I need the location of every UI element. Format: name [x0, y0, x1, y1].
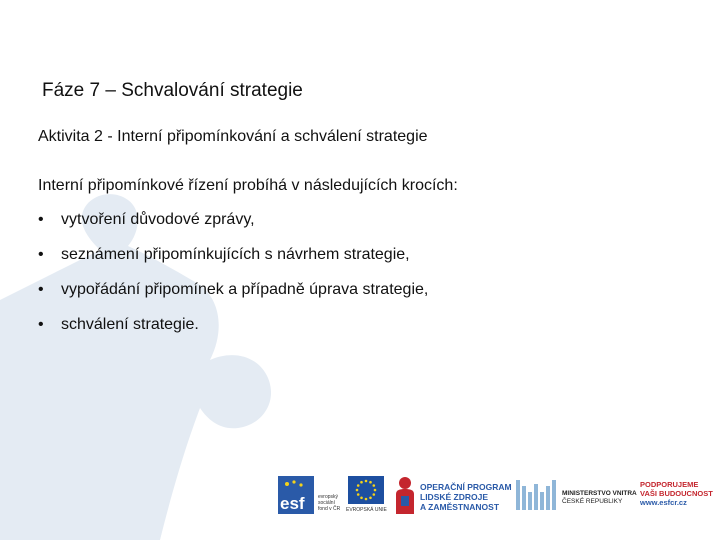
list-item-text: seznámení připomínkujících s návrhem strategie, [61, 246, 410, 263]
podporujeme-line: PODPORUJEME [640, 480, 699, 489]
intro-text: Interní připomínkové řízení probíhá v následujících krocích: [38, 177, 458, 194]
list-item [38, 280, 428, 315]
mvcr-line: ČESKÉ REPUBLIKY [562, 498, 623, 505]
eu-flag-icon [348, 476, 384, 504]
activity-subtitle: Aktivita 2 - Interní připomínkování a schválení strategie [38, 128, 428, 145]
bullet-dot: • [38, 316, 44, 333]
esf-line: sociální [318, 500, 335, 506]
bullet-dot: • [38, 211, 44, 228]
esf-line: fond v ČR [318, 506, 341, 512]
bullet-dot: • [38, 246, 44, 263]
podporujeme-logo [640, 480, 718, 507]
eu-logo [346, 476, 387, 513]
list-item-text: vytvoření důvodové zprávy, [61, 211, 255, 228]
mvcr-line: MINISTERSTVO VNITRA [562, 490, 637, 497]
ministry-emblem-icon [514, 476, 556, 512]
podporujeme-line: VAŠI BUDOUCNOST [640, 489, 713, 498]
list-item [38, 315, 428, 350]
bullet-dot: • [38, 281, 44, 298]
oplzz-line: LIDSKÉ ZDROJE [420, 492, 489, 502]
esfcr-url: www.esfcr.cz [640, 498, 687, 507]
list-item [38, 210, 428, 245]
steps-list [38, 210, 428, 350]
eu-caption: EVROPSKÁ UNIE [346, 507, 387, 513]
esf-line: evropský [318, 494, 339, 500]
oplzz-line: A ZAMĚSTNANOST [420, 502, 500, 512]
page-title: Fáze 7 – Schvalování strategie [42, 80, 303, 101]
list-item-text: vypořádání připomínek a případně úprava strategie, [61, 281, 429, 298]
person-icon [394, 476, 416, 514]
esf-mark-text: esf [280, 494, 305, 513]
esf-mark-icon [278, 476, 314, 514]
list-item-text: schválení strategie. [61, 316, 199, 333]
oplzz-line: OPERAČNÍ PROGRAM [420, 482, 512, 492]
footer-logo-strip [278, 476, 718, 520]
list-item [38, 245, 428, 280]
mvcr-logo [514, 476, 637, 517]
esf-logo [278, 476, 341, 519]
oplzz-logo [394, 476, 512, 519]
